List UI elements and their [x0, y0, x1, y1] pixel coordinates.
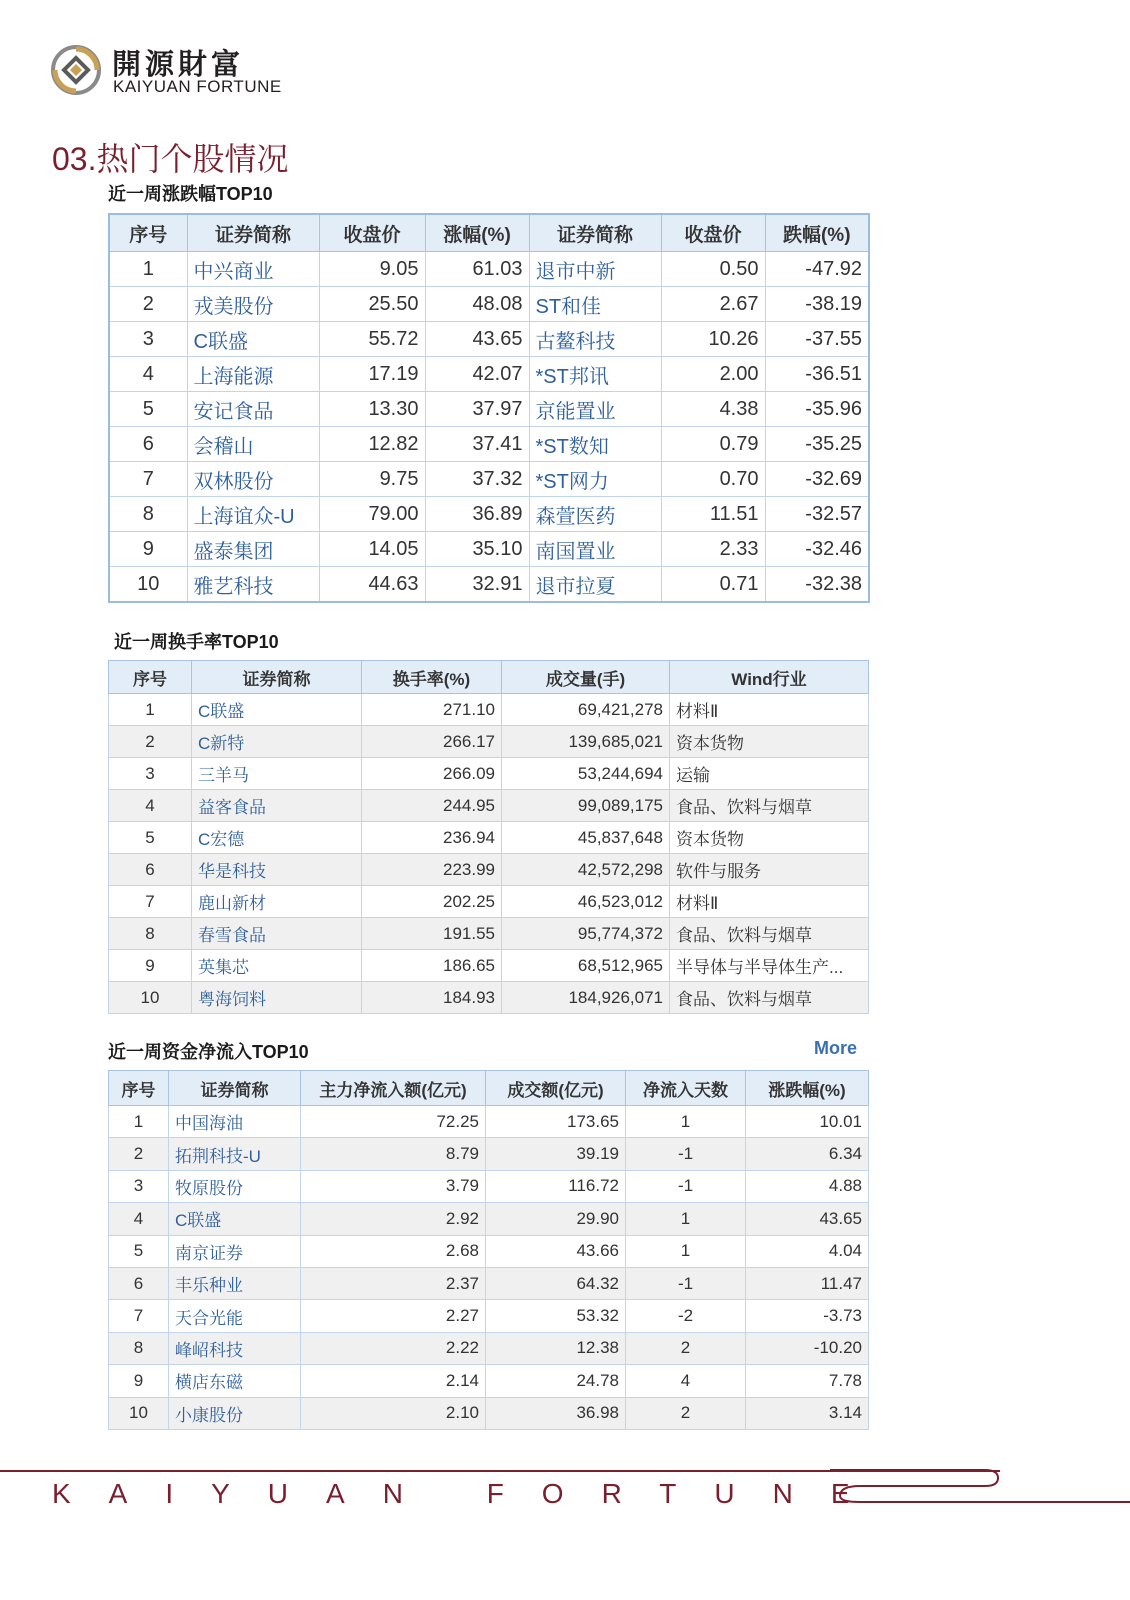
stock-name-link[interactable]: C新特 — [192, 726, 362, 758]
table-cell: 7 — [109, 462, 187, 497]
table-cell: 68,512,965 — [502, 950, 670, 982]
table-cell: 36.89 — [425, 497, 529, 532]
table-row — [109, 918, 869, 950]
table-cell: 1 — [626, 1235, 746, 1267]
logo-english-name: KAIYUAN FORTUNE — [113, 77, 282, 96]
kaiyuan-logo — [50, 40, 350, 100]
table-cell: 95,774,372 — [502, 918, 670, 950]
table-cell: -35.96 — [765, 392, 869, 427]
table-cell: 17.19 — [319, 357, 425, 392]
table-row — [109, 1203, 869, 1235]
stock-name-link[interactable]: 退市中新 — [529, 252, 661, 287]
table2-header-cell: Wind行业 — [670, 661, 869, 694]
table-cell: 61.03 — [425, 252, 529, 287]
table-cell: 6 — [109, 854, 192, 886]
table1-header-cell: 收盘价 — [319, 214, 425, 252]
stock-name-link[interactable]: 小康股份 — [169, 1397, 301, 1429]
table-row — [109, 790, 869, 822]
table-cell: 1 — [626, 1106, 746, 1138]
table-row — [109, 357, 869, 392]
table-row — [109, 567, 869, 603]
stock-name-link[interactable]: 中兴商业 — [187, 252, 319, 287]
table-cell: 2.27 — [301, 1300, 486, 1332]
table-cell: 2.10 — [301, 1397, 486, 1429]
table-row — [109, 1267, 869, 1299]
table-cell: 184.93 — [362, 982, 502, 1014]
table-row — [109, 1300, 869, 1332]
table-cell: 资本货物 — [670, 726, 869, 758]
stock-name-link[interactable]: *ST邦讯 — [529, 357, 661, 392]
table-row — [109, 982, 869, 1014]
stock-name-link[interactable]: C联盛 — [169, 1203, 301, 1235]
table3-header-cell: 序号 — [109, 1071, 169, 1106]
table-cell: 43.65 — [746, 1203, 869, 1235]
table-row — [109, 822, 869, 854]
table-cell: 29.90 — [486, 1203, 626, 1235]
table2-caption: 近一周换手率TOP10 — [114, 632, 279, 652]
table-cell: 9 — [109, 950, 192, 982]
table-row — [109, 758, 869, 790]
table-cell: 36.98 — [486, 1397, 626, 1429]
table-row — [109, 1170, 869, 1202]
stock-name-link[interactable]: 雅艺科技 — [187, 567, 319, 603]
table-cell: 半导体与半导体生产... — [670, 950, 869, 982]
table-cell: 材料Ⅱ — [670, 886, 869, 918]
table-cell: 25.50 — [319, 287, 425, 322]
table-cell: 软件与服务 — [670, 854, 869, 886]
table-row — [109, 392, 869, 427]
table-cell: 10.01 — [746, 1106, 869, 1138]
table-cell: 2 — [109, 1138, 169, 1170]
table-cell: 44.63 — [319, 567, 425, 603]
table-cell: 9.05 — [319, 252, 425, 287]
stock-name-link[interactable]: 益客食品 — [192, 790, 362, 822]
table-cell: -3.73 — [746, 1300, 869, 1332]
table-cell: 3.14 — [746, 1397, 869, 1429]
table-cell: 2 — [626, 1397, 746, 1429]
table-cell: 139,685,021 — [502, 726, 670, 758]
stock-name-link[interactable]: C联盛 — [192, 694, 362, 726]
table-cell: 186.65 — [362, 950, 502, 982]
table-cell: 99,089,175 — [502, 790, 670, 822]
stock-name-link[interactable]: 双林股份 — [187, 462, 319, 497]
table-cell: 10.26 — [661, 322, 765, 357]
table-row — [109, 886, 869, 918]
stock-name-link[interactable]: 春雪食品 — [192, 918, 362, 950]
table-cell: 39.19 — [486, 1138, 626, 1170]
table-cell: 4.04 — [746, 1235, 869, 1267]
table-cell: 0.50 — [661, 252, 765, 287]
table-cell: 1 — [109, 1106, 169, 1138]
table-row — [109, 462, 869, 497]
table-cell: 3 — [109, 322, 187, 357]
table2-header-cell: 序号 — [109, 661, 192, 694]
table-cell: -1 — [626, 1267, 746, 1299]
table-cell: 运输 — [670, 758, 869, 790]
table-cell: 42,572,298 — [502, 854, 670, 886]
gainers-losers-table — [108, 213, 870, 603]
stock-name-link[interactable]: 中国海油 — [169, 1106, 301, 1138]
table-cell: 6.34 — [746, 1138, 869, 1170]
table-cell: 3 — [109, 1170, 169, 1202]
table-cell: -1 — [626, 1138, 746, 1170]
table1-header-cell: 证券简称 — [187, 214, 319, 252]
table-cell: 116.72 — [486, 1170, 626, 1202]
table-row — [109, 1106, 869, 1138]
table-cell: 2 — [109, 726, 192, 758]
stock-name-link[interactable]: 南京证券 — [169, 1235, 301, 1267]
table-cell: 55.72 — [319, 322, 425, 357]
table-cell: 食品、饮料与烟草 — [670, 790, 869, 822]
table-cell: 1 — [626, 1203, 746, 1235]
table-cell: 4.88 — [746, 1170, 869, 1202]
table-cell: 43.65 — [425, 322, 529, 357]
stock-name-link[interactable]: 华是科技 — [192, 854, 362, 886]
table-cell: 8 — [109, 497, 187, 532]
footer-brand-text: KAIYUAN FORTUNE — [52, 1478, 888, 1509]
table-row — [109, 322, 869, 357]
table-cell: 2.14 — [301, 1365, 486, 1397]
table-cell: -38.19 — [765, 287, 869, 322]
stock-name-link[interactable]: 安记食品 — [187, 392, 319, 427]
table-cell: -37.55 — [765, 322, 869, 357]
table-cell: 5 — [109, 1235, 169, 1267]
stock-name-link[interactable]: 戎美股份 — [187, 287, 319, 322]
table-cell: 173.65 — [486, 1106, 626, 1138]
table-cell: 1 — [109, 252, 187, 287]
table-row — [109, 1365, 869, 1397]
table-cell: 食品、饮料与烟草 — [670, 982, 869, 1014]
table2-header-cell: 成交量(手) — [502, 661, 670, 694]
stock-name-link[interactable]: *ST数知 — [529, 427, 661, 462]
table-cell: 236.94 — [362, 822, 502, 854]
table1-body — [109, 252, 869, 603]
table-cell: 4 — [626, 1365, 746, 1397]
table-cell: 13.30 — [319, 392, 425, 427]
table-cell: 53,244,694 — [502, 758, 670, 790]
stock-name-link[interactable]: 英集芯 — [192, 950, 362, 982]
table-row — [109, 427, 869, 462]
table-cell: 14.05 — [319, 532, 425, 567]
table-cell: 4 — [109, 357, 187, 392]
stock-name-link[interactable]: 京能置业 — [529, 392, 661, 427]
table-cell: -2 — [626, 1300, 746, 1332]
table-cell: 8 — [109, 918, 192, 950]
table-row — [109, 854, 869, 886]
table-cell: 32.91 — [425, 567, 529, 603]
table-cell: -47.92 — [765, 252, 869, 287]
table-cell: 4.38 — [661, 392, 765, 427]
table3-header-cell: 涨跌幅(%) — [746, 1071, 869, 1106]
table-cell: 2 — [109, 287, 187, 322]
table-cell: 8.79 — [301, 1138, 486, 1170]
table-cell: 0.70 — [661, 462, 765, 497]
table-cell: 9 — [109, 1365, 169, 1397]
table1-header-row — [109, 214, 869, 252]
table3-body — [109, 1106, 869, 1430]
table3-header-row — [109, 1071, 869, 1106]
stock-name-link[interactable]: 三羊马 — [192, 758, 362, 790]
stock-name-link[interactable]: ST和佳 — [529, 287, 661, 322]
table-cell: 0.71 — [661, 567, 765, 603]
table-cell: -32.57 — [765, 497, 869, 532]
table-row — [109, 252, 869, 287]
table-cell: 184,926,071 — [502, 982, 670, 1014]
table-row — [109, 287, 869, 322]
table-cell: 2.37 — [301, 1267, 486, 1299]
table-row — [109, 950, 869, 982]
table-row — [109, 1332, 869, 1364]
table-cell: 35.10 — [425, 532, 529, 567]
table-cell: 7.78 — [746, 1365, 869, 1397]
table-cell: 191.55 — [362, 918, 502, 950]
stock-name-link[interactable]: 古鳌科技 — [529, 322, 661, 357]
table2-header-cell: 证券简称 — [192, 661, 362, 694]
table-cell: 10 — [109, 567, 187, 603]
table-cell: 5 — [109, 822, 192, 854]
table-cell: 24.78 — [486, 1365, 626, 1397]
table-row — [109, 1138, 869, 1170]
table1-header-cell: 序号 — [109, 214, 187, 252]
table-cell: 10 — [109, 982, 192, 1014]
stock-name-link[interactable]: 峰岹科技 — [169, 1332, 301, 1364]
stock-name-link[interactable]: 横店东磁 — [169, 1365, 301, 1397]
table-cell: 2.92 — [301, 1203, 486, 1235]
more-link[interactable]: More — [814, 1038, 858, 1058]
table-cell: 11.51 — [661, 497, 765, 532]
table-cell: 2.67 — [661, 287, 765, 322]
table-cell: 37.32 — [425, 462, 529, 497]
table-cell: 271.10 — [362, 694, 502, 726]
table-cell: 1 — [109, 694, 192, 726]
table2-header-row — [109, 661, 869, 694]
table1-header-cell: 收盘价 — [661, 214, 765, 252]
table-cell: 45,837,648 — [502, 822, 670, 854]
table-cell: -32.69 — [765, 462, 869, 497]
table-cell: 11.47 — [746, 1267, 869, 1299]
table-cell: 5 — [109, 392, 187, 427]
table-cell: 6 — [109, 427, 187, 462]
table1-header-cell: 跌幅(%) — [765, 214, 869, 252]
table-cell: 266.09 — [362, 758, 502, 790]
table-cell: 2 — [626, 1332, 746, 1364]
table1-header-cell: 证券简称 — [529, 214, 661, 252]
table-row — [109, 726, 869, 758]
table-cell: 48.08 — [425, 287, 529, 322]
stock-name-link[interactable]: 退市拉夏 — [529, 567, 661, 603]
stock-name-link[interactable]: C宏德 — [192, 822, 362, 854]
table-cell: 9.75 — [319, 462, 425, 497]
table-cell: 9 — [109, 532, 187, 567]
turnover-table — [108, 660, 869, 1014]
stock-name-link[interactable]: 盛泰集团 — [187, 532, 319, 567]
table-cell: -36.51 — [765, 357, 869, 392]
table-cell: 266.17 — [362, 726, 502, 758]
stock-name-link[interactable]: 会稽山 — [187, 427, 319, 462]
table3-header-cell: 证券简称 — [169, 1071, 301, 1106]
stock-name-link[interactable]: 上海能源 — [187, 357, 319, 392]
stock-name-link[interactable]: 南国置业 — [529, 532, 661, 567]
table-cell: 10 — [109, 1397, 169, 1429]
table-cell: 37.97 — [425, 392, 529, 427]
table2-header-cell: 换手率(%) — [362, 661, 502, 694]
table3-caption: 近一周资金净流入TOP10 — [108, 1042, 309, 1062]
table-cell: 资本货物 — [670, 822, 869, 854]
table-cell: 53.32 — [486, 1300, 626, 1332]
table-cell: -32.38 — [765, 567, 869, 603]
section-title: 03.热门个股情况 — [52, 141, 289, 177]
table3-header-cell: 净流入天数 — [626, 1071, 746, 1106]
stock-name-link[interactable]: 鹿山新材 — [192, 886, 362, 918]
table-cell: 4 — [109, 1203, 169, 1235]
stock-name-link[interactable]: 丰乐种业 — [169, 1267, 301, 1299]
table-cell: 46,523,012 — [502, 886, 670, 918]
footer-swoosh-icon — [830, 1468, 1130, 1508]
table-cell: 6 — [109, 1267, 169, 1299]
stock-name-link[interactable]: 拓荆科技-U — [169, 1138, 301, 1170]
table-cell: 2.22 — [301, 1332, 486, 1364]
table-cell: 2.33 — [661, 532, 765, 567]
table-cell: 7 — [109, 886, 192, 918]
table-cell: 7 — [109, 1300, 169, 1332]
table-cell: 3 — [109, 758, 192, 790]
table-cell: -32.46 — [765, 532, 869, 567]
table1-header-cell: 涨幅(%) — [425, 214, 529, 252]
table-cell: 64.32 — [486, 1267, 626, 1299]
table-cell: 37.41 — [425, 427, 529, 462]
table-cell: 42.07 — [425, 357, 529, 392]
table-row — [109, 497, 869, 532]
table-cell: 12.82 — [319, 427, 425, 462]
stock-name-link[interactable]: 森萱医药 — [529, 497, 661, 532]
kaiyuan-logo-icon — [50, 44, 102, 96]
table-cell: 材料Ⅱ — [670, 694, 869, 726]
table-cell: -35.25 — [765, 427, 869, 462]
table-cell: 4 — [109, 790, 192, 822]
table-row — [109, 532, 869, 567]
table-cell: 食品、饮料与烟草 — [670, 918, 869, 950]
stock-name-link[interactable]: 粤海饲料 — [192, 982, 362, 1014]
table3-header-cell: 主力净流入额(亿元) — [301, 1071, 486, 1106]
stock-name-link[interactable]: 天合光能 — [169, 1300, 301, 1332]
logo-chinese-name: 開源財富 — [112, 47, 245, 81]
table-cell: 79.00 — [319, 497, 425, 532]
table-cell: 0.79 — [661, 427, 765, 462]
table-cell: -10.20 — [746, 1332, 869, 1364]
table-cell: 12.38 — [486, 1332, 626, 1364]
table2-body — [109, 694, 869, 1014]
table1-caption: 近一周涨跌幅TOP10 — [108, 184, 273, 204]
net-inflow-table — [108, 1070, 869, 1430]
table-cell: 3.79 — [301, 1170, 486, 1202]
table-cell: -1 — [626, 1170, 746, 1202]
table-cell: 223.99 — [362, 854, 502, 886]
stock-name-link[interactable]: C联盛 — [187, 322, 319, 357]
table-cell: 202.25 — [362, 886, 502, 918]
table-cell: 69,421,278 — [502, 694, 670, 726]
table-cell: 244.95 — [362, 790, 502, 822]
table-cell: 2.00 — [661, 357, 765, 392]
table-cell: 72.25 — [301, 1106, 486, 1138]
stock-name-link[interactable]: 上海谊众-U — [187, 497, 319, 532]
table-cell: 8 — [109, 1332, 169, 1364]
table-cell: 43.66 — [486, 1235, 626, 1267]
table-cell: 2.68 — [301, 1235, 486, 1267]
table3-header-cell: 成交额(亿元) — [486, 1071, 626, 1106]
table-row — [109, 1235, 869, 1267]
stock-name-link[interactable]: 牧原股份 — [169, 1170, 301, 1202]
table-row — [109, 1397, 869, 1429]
stock-name-link[interactable]: *ST网力 — [529, 462, 661, 497]
table-row — [109, 694, 869, 726]
